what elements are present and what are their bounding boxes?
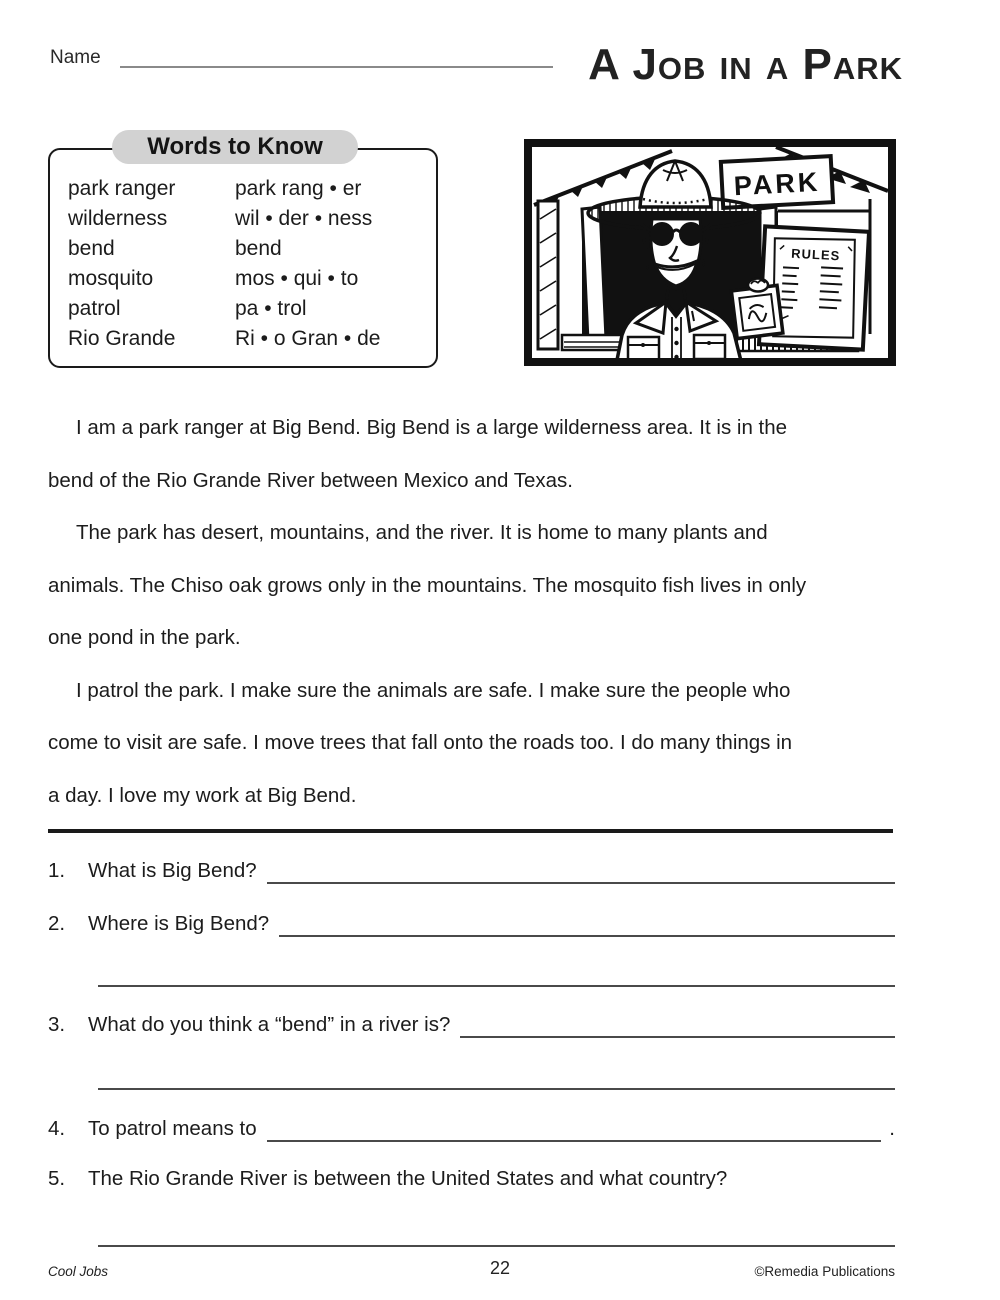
rules-sign-text: RULES xyxy=(790,245,841,264)
story-line: come to visit are safe. I move trees that fall onto the roads too. I do many things in xyxy=(48,731,793,754)
answer-line-3-continued[interactable] xyxy=(98,1088,895,1090)
question-number: 1. xyxy=(48,859,66,882)
word-syllables: Ri • o Gran • de xyxy=(235,327,381,350)
question-text: What do you think a “bend” in a river is? xyxy=(88,1013,451,1036)
answer-line-4[interactable] xyxy=(267,1113,882,1142)
question-number: 4. xyxy=(48,1117,66,1140)
story-line: I patrol the park. I make sure the animals are safe. I make sure the people who xyxy=(76,678,791,702)
word: bend xyxy=(68,237,115,260)
answer-line-1[interactable] xyxy=(267,855,895,884)
word-syllables: park rang • er xyxy=(235,177,362,200)
word: mosquito xyxy=(68,267,154,290)
section-divider xyxy=(48,829,893,833)
name-label: Name xyxy=(50,47,101,68)
park-ranger-illustration xyxy=(524,139,896,366)
question-row-2 xyxy=(48,903,895,937)
footer-book-title: Cool Jobs xyxy=(48,1264,109,1279)
word: wilderness xyxy=(68,207,168,230)
story-line: a day. I love my work at Big Bend. xyxy=(48,783,357,807)
story-line: I am a park ranger at Big Bend. Big Bend is a large wilderness area. It is in the xyxy=(76,416,788,439)
question-number: 2. xyxy=(48,912,66,935)
question-row-1 xyxy=(48,850,895,884)
story-line: bend of the Rio Grande River between Mexico and Texas. xyxy=(48,468,573,492)
footer-page-number: 22 xyxy=(489,1258,511,1278)
question-number: 5. xyxy=(48,1167,66,1190)
question-text: What is Big Bend? xyxy=(88,859,257,882)
footer-copyright: ©Remedia Publications xyxy=(754,1264,895,1279)
answer-line-2[interactable] xyxy=(279,908,895,937)
story-text xyxy=(48,402,948,822)
story-line: one pond in the park. xyxy=(48,626,241,649)
name-blank-line[interactable] xyxy=(120,40,553,68)
question-suffix: . xyxy=(889,1117,895,1140)
question-row-3 xyxy=(48,1004,895,1038)
word: park ranger xyxy=(68,177,176,200)
answer-line-5[interactable] xyxy=(98,1245,895,1247)
word: patrol xyxy=(68,297,121,320)
word-syllables: pa • trol xyxy=(235,297,307,320)
story-line: animals. The Chiso oak grows only in the mountains. The mosquito fish lives in only xyxy=(48,573,807,597)
words-to-know-title: Words to Know xyxy=(112,130,358,164)
story-line: The park has desert, mountains, and the river. It is home to many plants and xyxy=(76,521,768,544)
word-syllables: mos • qui • to xyxy=(235,267,359,290)
question-text: Where is Big Bend? xyxy=(88,912,270,935)
word-syllables: wil • der • ness xyxy=(235,207,373,230)
answer-line-3[interactable] xyxy=(460,1009,895,1038)
answer-line-2-continued[interactable] xyxy=(98,985,895,987)
word-syllables: bend xyxy=(235,237,282,260)
park-sign-text: PARK xyxy=(733,166,822,202)
question-row-5 xyxy=(48,1158,895,1192)
page-title: A Job in a Park xyxy=(588,40,903,89)
question-row-4 xyxy=(48,1108,895,1142)
question-text: The Rio Grande River is between the United States and what country? xyxy=(88,1167,728,1190)
word: Rio Grande xyxy=(68,327,176,350)
question-number: 3. xyxy=(48,1013,66,1036)
question-text: To patrol means to xyxy=(88,1117,257,1140)
